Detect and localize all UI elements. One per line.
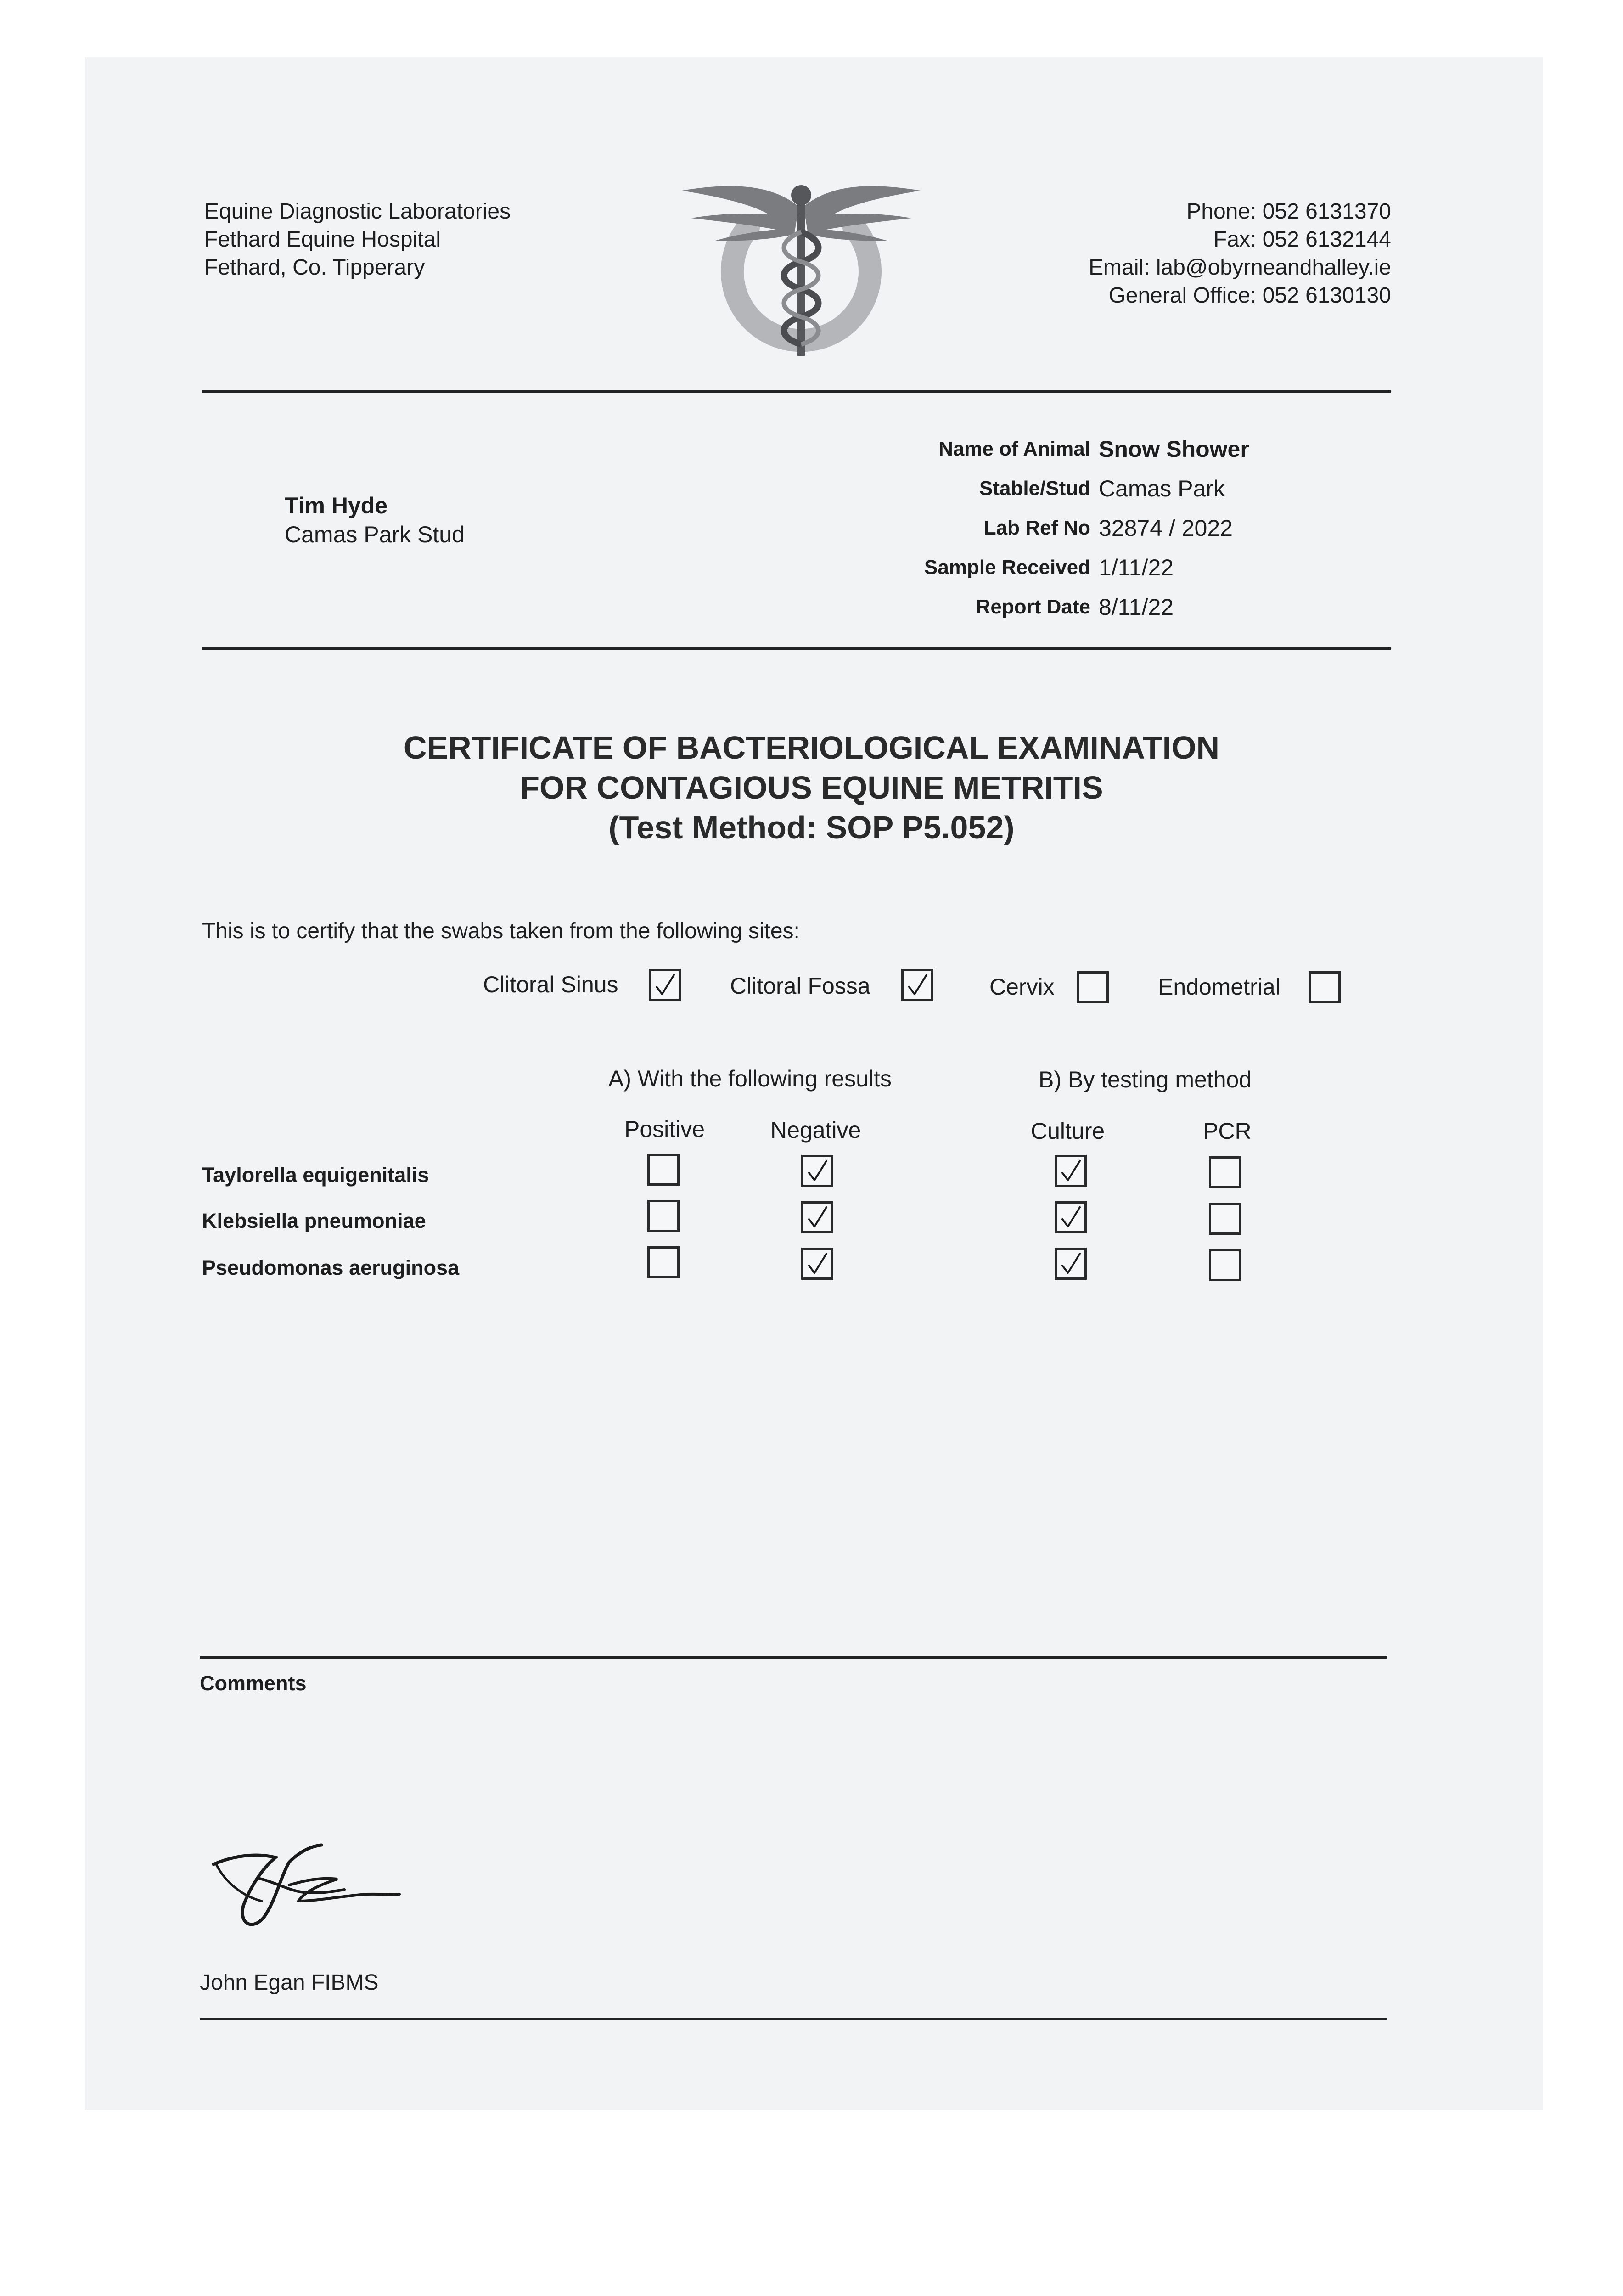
- checkmark-icon: [806, 1252, 829, 1277]
- info-row-animal: [895, 429, 1249, 469]
- checkmark-icon: [654, 973, 677, 999]
- info-label: Report Date: [976, 596, 1090, 618]
- info-label: Stable/Stud: [979, 477, 1090, 500]
- certificate-title: [0, 728, 1623, 848]
- pcr-checkbox[interactable]: [1209, 1203, 1241, 1235]
- organism-name: Pseudomonas aeruginosa: [202, 1256, 460, 1279]
- culture-checkbox[interactable]: [1055, 1248, 1087, 1280]
- info-row-lab-ref: [895, 508, 1249, 548]
- comments-label: Comments: [200, 1671, 307, 1695]
- fax-number: Fax: 052 6132144: [1213, 227, 1391, 252]
- animal-name: Snow Shower: [1099, 436, 1249, 462]
- negative-checkbox[interactable]: [801, 1155, 833, 1187]
- title-line-3: (Test Method: SOP P5.052): [608, 810, 1015, 845]
- site-checkbox[interactable]: [901, 969, 933, 1001]
- general-office-number: General Office: 052 6130130: [1108, 283, 1391, 308]
- site-checkbox[interactable]: [1077, 971, 1109, 1003]
- pcr-checkbox[interactable]: [1209, 1156, 1241, 1188]
- site-label: Cervix: [989, 974, 1055, 1000]
- column-pcr: PCR: [1203, 1118, 1252, 1144]
- column-negative: Negative: [770, 1117, 861, 1143]
- lab-address: [204, 197, 511, 281]
- lab-name: Equine Diagnostic Laboratories: [204, 199, 511, 224]
- checkmark-icon: [1060, 1205, 1083, 1231]
- sample-received-value: 1/11/22: [1099, 555, 1174, 580]
- sample-info-table: [895, 429, 1249, 627]
- certify-statement: This is to certify that the swabs taken from the following sites:: [202, 919, 800, 943]
- checkmark-icon: [1060, 1159, 1083, 1185]
- title-line-1: CERTIFICATE OF BACTERIOLOGICAL EXAMINATION: [403, 730, 1220, 765]
- culture-checkbox[interactable]: [1055, 1201, 1087, 1233]
- negative-checkbox[interactable]: [801, 1248, 833, 1280]
- lab-hospital: Fethard Equine Hospital: [204, 227, 441, 252]
- checkmark-icon: [906, 973, 929, 999]
- info-row-stable: [895, 469, 1249, 508]
- culture-checkbox[interactable]: [1055, 1155, 1087, 1187]
- info-row-sample-received: [895, 548, 1249, 587]
- title-line-2: FOR CONTAGIOUS EQUINE METRITIS: [520, 770, 1103, 805]
- pcr-checkbox[interactable]: [1209, 1249, 1241, 1281]
- comments-divider: [200, 1656, 1387, 1659]
- checkmark-icon: [806, 1159, 829, 1185]
- organism-name: Taylorella equigenitalis: [202, 1163, 429, 1187]
- column-positive: Positive: [624, 1116, 705, 1142]
- info-label: Name of Animal: [938, 438, 1090, 460]
- client-stud: Camas Park Stud: [285, 522, 465, 547]
- results-header: A) With the following results: [608, 1066, 892, 1092]
- email-address: Email: lab@obyrneandhalley.ie: [1089, 255, 1391, 280]
- contact-details: [1089, 197, 1391, 310]
- positive-checkbox[interactable]: [647, 1200, 680, 1232]
- client-block: [285, 491, 465, 549]
- organism-name: Klebsiella pneumoniae: [202, 1209, 426, 1232]
- client-name: Tim Hyde: [285, 493, 388, 518]
- column-culture: Culture: [1031, 1118, 1105, 1144]
- checkmark-icon: [1060, 1252, 1083, 1277]
- negative-checkbox[interactable]: [801, 1201, 833, 1233]
- site-checkbox[interactable]: [1309, 971, 1341, 1003]
- lab-location: Fethard, Co. Tipperary: [204, 255, 425, 280]
- report-date-value: 8/11/22: [1099, 594, 1174, 620]
- checkmark-icon: [806, 1205, 829, 1231]
- signature-icon: [207, 1837, 404, 1947]
- site-label: Endometrial: [1158, 974, 1280, 1000]
- info-label: Lab Ref No: [983, 517, 1090, 539]
- signer-name: John Egan FIBMS: [200, 1970, 379, 1995]
- info-divider: [202, 647, 1391, 650]
- caduceus-logo-icon: [682, 172, 921, 370]
- method-header: B) By testing method: [1039, 1067, 1252, 1092]
- stable-stud-value: Camas Park: [1099, 476, 1225, 501]
- site-checkbox[interactable]: [649, 969, 681, 1001]
- positive-checkbox[interactable]: [647, 1246, 680, 1278]
- site-label: Clitoral Fossa: [730, 973, 870, 999]
- info-row-report-date: [895, 587, 1249, 627]
- site-label: Clitoral Sinus: [483, 972, 618, 997]
- footer-divider: [200, 2018, 1387, 2020]
- header-divider: [202, 390, 1391, 393]
- phone-number: Phone: 052 6131370: [1186, 199, 1391, 224]
- lab-ref-value: 32874 / 2022: [1099, 515, 1233, 541]
- info-label: Sample Received: [924, 556, 1090, 579]
- positive-checkbox[interactable]: [647, 1154, 680, 1186]
